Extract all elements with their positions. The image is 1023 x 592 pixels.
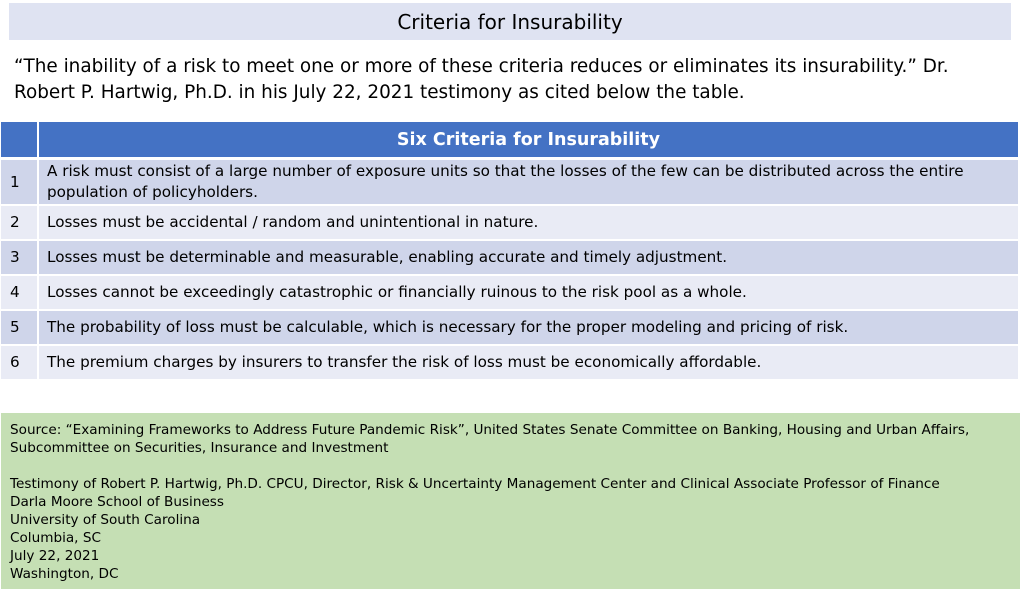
row-number: 1 xyxy=(1,159,38,206)
testimony-line: Testimony of Robert P. Hartwig, Ph.D. CPCU, Director, Risk & Uncertainty Management Center and Clinical Associate Professor of Finance xyxy=(10,476,940,492)
date-line: July 22, 2021 xyxy=(10,548,100,564)
row-criterion: The probability of loss must be calculable, which is necessary for the proper modeling and pricing of risk. xyxy=(38,310,1019,345)
row-criterion: Losses cannot be exceedingly catastrophic or financially ruinous to the risk pool as a whole. xyxy=(38,275,1019,310)
intro-quote: “The inability of a risk to meet one or more of these criteria reduces or eliminates its insurability.” Dr. Robert P. Hartwig, Ph.D. in his July 22, 2021 testimony as cited below the table. xyxy=(14,56,949,103)
row-criterion: Losses must be accidental / random and unintentional in nature. xyxy=(38,205,1019,240)
row-criterion: Losses must be determinable and measurable, enabling accurate and timely adjustment. xyxy=(38,240,1019,275)
source-line: Source: “Examining Frameworks to Address Future Pandemic Risk”, United States Senate Committee on Banking, Housing and Urban Affairs, xyxy=(10,422,970,438)
source-spacer xyxy=(10,457,1011,475)
table-row xyxy=(1,159,1019,206)
table-row xyxy=(1,310,1019,345)
school-line: Darla Moore School of Business xyxy=(10,494,224,510)
table-header-title: Six Criteria for Insurability xyxy=(38,122,1019,159)
source-citation-box xyxy=(1,413,1020,589)
row-number: 3 xyxy=(1,240,38,275)
row-number: 4 xyxy=(1,275,38,310)
slide-title xyxy=(9,3,1011,40)
table-row xyxy=(1,240,1019,275)
row-number: 6 xyxy=(1,345,38,380)
table-row xyxy=(1,205,1019,240)
table-row xyxy=(1,275,1019,310)
table-header-row xyxy=(1,122,1019,159)
table-header-number xyxy=(1,122,38,159)
slide-title-text: Criteria for Insurability xyxy=(397,9,623,34)
row-criterion: The premium charges by insurers to transfer the risk of loss must be economically affordable. xyxy=(38,345,1019,380)
city-line: Columbia, SC xyxy=(10,530,101,546)
location-line: Washington, DC xyxy=(10,566,119,582)
university-line: University of South Carolina xyxy=(10,512,201,528)
row-criterion: A risk must consist of a large number of exposure units so that the losses of the few can be distributed across the entire population of policyholders. xyxy=(38,159,1019,206)
table-row xyxy=(1,345,1019,380)
row-number: 2 xyxy=(1,205,38,240)
row-number: 5 xyxy=(1,310,38,345)
criteria-table xyxy=(1,122,1020,381)
source-line: Subcommittee on Securities, Insurance and Investment xyxy=(10,440,389,456)
